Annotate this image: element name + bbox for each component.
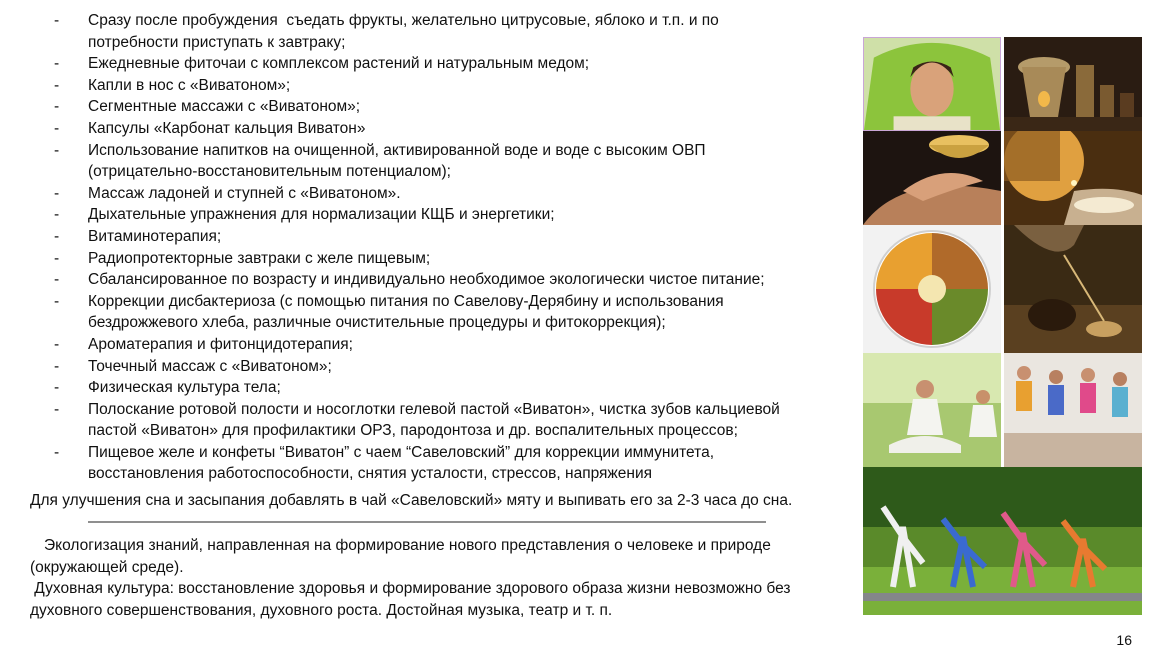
list-item	[0, 269, 850, 291]
list-item	[0, 140, 850, 183]
list-item	[0, 248, 850, 270]
bullet-dash: -	[54, 335, 60, 353]
sleep-note: Для улучшения сна и засыпания добавлять в чай «Савеловский» мяту и выпивать его за 2-3 часа до сна.	[30, 492, 793, 509]
list-item-line: Капсулы «Карбонат кальция Виватон»	[88, 119, 366, 137]
list-item-line: Точечный массаж с «Виватоном»;	[88, 357, 332, 375]
aroma-lamp-photo	[1004, 37, 1142, 131]
list-item	[0, 10, 850, 53]
spiritual-line-1: Духовная культура: восстановление здоровья и формирование здорового образа жизни невозможно без	[30, 580, 791, 598]
list-item-line: Радиопротекторные завтраки с желе пищевым;	[88, 249, 431, 267]
list-item-line: восстановления работоспособности, снятия усталости, стрессов, напряжения	[88, 465, 653, 483]
list-item	[0, 399, 850, 442]
bullet-dash: -	[54, 379, 60, 397]
list-item-line: Пищевое желе и конфеты “Виватон” с чаем “Савеловский” для коррекции иммунитета,	[88, 443, 714, 461]
list-item-line: бездрожжевого хлеба, различные очистительные процедуры и фитокоррекция);	[88, 314, 666, 332]
list-item	[0, 377, 850, 399]
spiritual-line-2: духовного совершенствования, духовного роста. Достойная музыка, театр и т. п.	[30, 601, 613, 619]
meditation-photo	[863, 353, 1001, 467]
list-item	[0, 334, 850, 356]
recommendations-list	[0, 10, 850, 485]
bullet-dash: -	[54, 292, 60, 310]
list-item	[0, 183, 850, 205]
ecology-line-1: Экологизация знаний, направленная на формирование нового представления о человеке и природе	[44, 537, 771, 554]
bullet-dash: -	[54, 443, 60, 461]
ecology-line-2: (окружающей среде).	[30, 558, 184, 576]
list-item	[0, 226, 850, 248]
list-item-line: Витаминотерапия;	[88, 227, 222, 245]
list-item	[0, 96, 850, 118]
bullet-dash: -	[54, 12, 60, 29]
healthy-food-plate-photo	[863, 225, 1001, 353]
list-item-line: Коррекции дисбактериоза (с помощью питания по Савелову-Дерябину и использования	[88, 292, 724, 310]
list-item-line: Сразу после пробуждения съедать фрукты, желательно цитрусовые, яблоко и т.п. и по	[88, 12, 719, 29]
bullet-dash: -	[54, 141, 60, 159]
list-item-line: Ежедневные фиточаи с комплексом растений и натуральным медом;	[88, 55, 590, 73]
photo-collage	[863, 37, 1142, 615]
breathing-exercise-class-photo	[1004, 353, 1142, 467]
list-item-line: Полоскание ротовой полости и носоглотки гелевой пастой «Виватон», чистка зубов кальциевой	[88, 400, 780, 418]
list-item-line: потребности приступать к завтраку;	[88, 33, 346, 51]
list-item	[0, 442, 850, 485]
steam-inhalation-photo	[863, 37, 1001, 131]
bullet-dash: -	[54, 76, 60, 94]
oil-massage-photo	[863, 131, 1001, 225]
list-item	[0, 53, 850, 75]
bullet-dash: -	[54, 55, 60, 73]
list-item-line: Сегментные массажи с «Виватоном»;	[88, 98, 361, 116]
list-item-line: (отрицательно-восстановительным потенциалом);	[88, 163, 451, 181]
bullet-dash: -	[54, 271, 60, 289]
list-item-line: Физическая культура тела;	[88, 379, 281, 397]
bullet-dash: -	[54, 184, 60, 202]
list-item-line: Ароматерапия и фитонцидотерапия;	[88, 335, 353, 353]
bullet-dash: -	[54, 98, 60, 116]
list-item	[0, 291, 850, 334]
essential-oil-drop-photo	[1004, 131, 1142, 225]
list-item-line: Дыхательные упражнения для нормализации КЩБ и энергетики;	[88, 206, 555, 224]
list-item	[0, 75, 850, 97]
list-item-line: Использование напитков на очищенной, активированной воде и воде с высоким ОВП	[88, 141, 706, 159]
bullet-dash: -	[54, 119, 60, 137]
list-item	[0, 356, 850, 378]
bullet-dash: -	[54, 227, 60, 245]
list-item-line: Сбалансированное по возрасту и индивидуально необходимое экологически чистое питание;	[88, 271, 765, 289]
outdoor-yoga-group-photo	[863, 467, 1142, 615]
bullet-dash: -	[54, 400, 60, 418]
list-item-line: Капли в нос с «Виватоном»;	[88, 76, 291, 94]
bullet-dash: -	[54, 357, 60, 375]
bullet-dash: -	[54, 206, 60, 224]
list-item	[0, 204, 850, 226]
divider	[88, 521, 766, 523]
list-item-line: пастой «Виватон» для профилактики ОРЗ, пародонтоза и др. воспалительных процессов;	[88, 422, 738, 440]
bullet-dash: -	[54, 249, 60, 267]
page-number: 16	[1116, 632, 1132, 648]
list-item	[0, 118, 850, 140]
list-item-line: Массаж ладоней и ступней с «Виватоном».	[88, 184, 401, 202]
tea-ceremony-photo	[1004, 225, 1142, 353]
